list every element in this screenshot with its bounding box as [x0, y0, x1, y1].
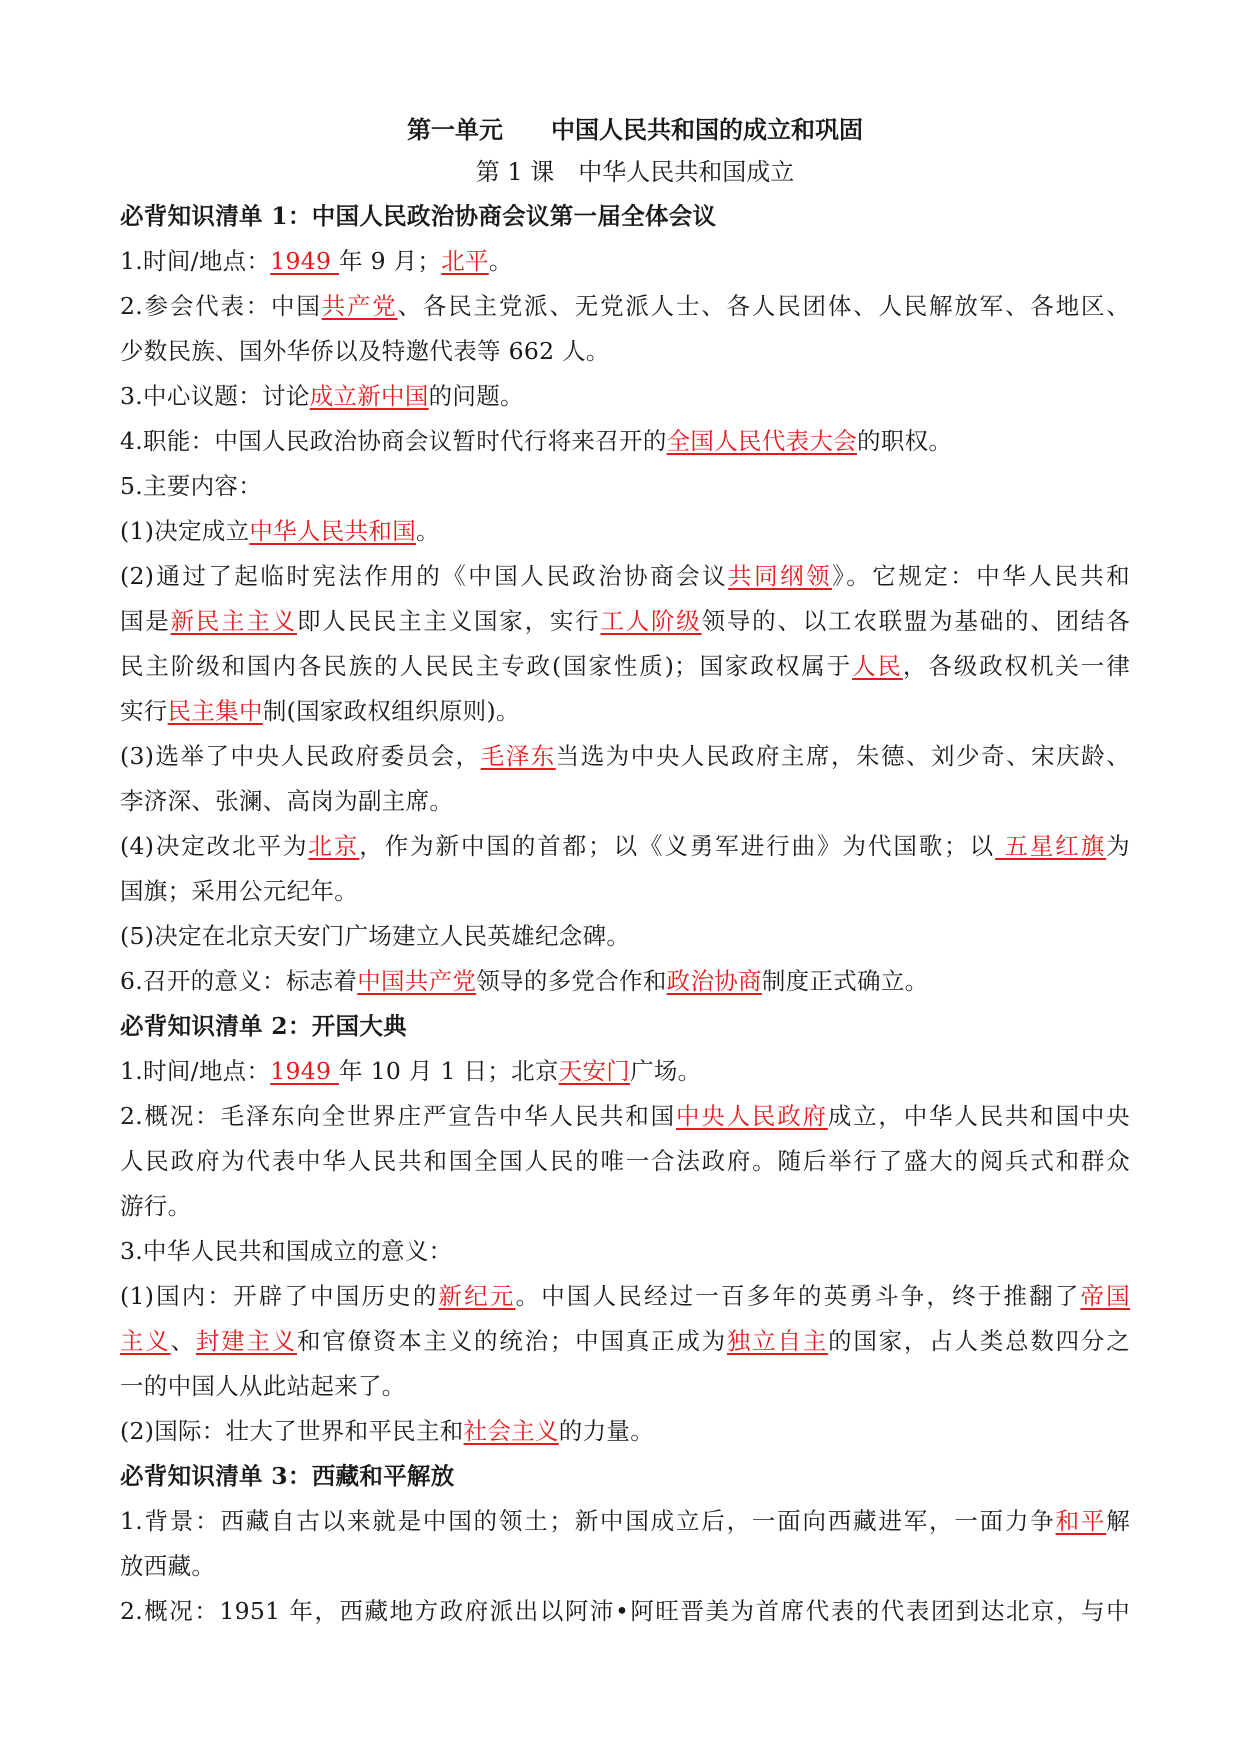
text-segment: 即人民民主主义国家，实行 [297, 607, 601, 635]
key-term: 新纪元 [438, 1282, 516, 1310]
key-term: 独立自主 [726, 1327, 829, 1355]
text-line [120, 914, 1130, 959]
text-segment: 当选为中央人民政府主席，朱德、刘少奇、宋庆龄、 [555, 742, 1130, 770]
text-segment: 必背知识清单 2：开国大典 [120, 1012, 407, 1040]
text-segment: 必背知识清单 1：中国人民政治协商会议第一届全体会议 [120, 202, 717, 230]
text-segment: 1.时间/地点： [120, 247, 271, 275]
text-segment: 6.召开的意义：标志着 [120, 967, 358, 995]
section-heading [120, 194, 1130, 239]
text-segment: 年 10 月 1 日；北京 [339, 1057, 559, 1085]
text-segment: 放西藏。 [120, 1552, 216, 1580]
text-segment: 游行。 [120, 1192, 192, 1220]
key-term: 北平 [441, 247, 489, 275]
text-segment: 的职权。 [857, 427, 953, 455]
document-body [120, 194, 1130, 1634]
text-segment: 的国家，占人类总数四分之 [828, 1327, 1131, 1355]
key-term: 民主集中 [167, 697, 263, 725]
text-segment: (5)决定在北京天安门广场建立人民英雄纪念碑。 [120, 922, 631, 950]
text-line [120, 1274, 1130, 1319]
key-term: 北京 [308, 832, 360, 860]
text-segment: 领导的多党合作和 [476, 967, 667, 995]
document-page [120, 110, 1130, 1634]
text-segment: 人民政府为代表中华人民共和国全国人民的唯一合法政府。随后举行了盛大的阅兵式和群众 [120, 1147, 1130, 1175]
key-term: 共同纲领 [728, 562, 833, 590]
text-segment: 必背知识清单 3：西藏和平解放 [120, 1462, 455, 1490]
key-term: 封建主义 [195, 1327, 298, 1355]
text-segment: (3)选举了中央人民政府委员会， [120, 742, 481, 770]
text-segment: 国是 [120, 607, 171, 635]
text-segment: 的问题。 [428, 382, 524, 410]
key-term: 成立新中国 [309, 382, 429, 410]
text-segment: (2)通过了起临时宪法作用的《中国人民政治协商会议 [120, 562, 729, 590]
text-segment: 3.中华人民共和国成立的意义： [120, 1237, 453, 1265]
text-segment: 和官僚资本主义的统治；中国真正成为 [297, 1327, 727, 1355]
text-line [120, 1364, 1130, 1409]
text-segment: 。 [416, 517, 440, 545]
unit-title: 第一单元 中国人民共和国的成立和巩固 [407, 115, 863, 144]
text-segment: 3.中心议题：讨论 [120, 382, 310, 410]
text-line [120, 554, 1130, 599]
text-line [120, 824, 1130, 869]
text-segment: (4)决定改北平为 [120, 832, 309, 860]
key-term: 共产党 [321, 292, 398, 320]
text-segment: 李济深、张澜、高岗为副主席。 [120, 787, 454, 815]
key-term: 新民主主义 [170, 607, 298, 635]
text-segment: 5.主要内容： [120, 472, 263, 500]
text-line [120, 1184, 1130, 1229]
key-term: 主义 [120, 1327, 171, 1355]
key-term: 全国人民代表大会 [666, 427, 858, 455]
text-line [120, 1589, 1130, 1634]
text-line [120, 509, 1130, 554]
text-segment: 国旗；采用公元纪年。 [120, 877, 358, 905]
text-segment: 4.职能：中国人民政治协商会议暂时代行将来召开的 [120, 427, 667, 455]
lesson-title: 第 1 课 中华人民共和国成立 [475, 158, 795, 186]
text-segment: 1.时间/地点： [120, 1057, 271, 1085]
text-line [120, 374, 1130, 419]
text-line [120, 689, 1130, 734]
key-term: 工人阶级 [600, 607, 702, 635]
text-line [120, 1409, 1130, 1454]
key-term: 政治协商 [666, 967, 762, 995]
text-segment: 制度正式确立。 [761, 967, 929, 995]
text-line [120, 959, 1130, 1004]
text-line [120, 284, 1130, 329]
key-term: 天安门 [558, 1057, 631, 1085]
text-line [120, 1319, 1130, 1364]
text-segment: 少数民族、国外华侨以及特邀代表等 662 人。 [120, 337, 610, 365]
text-segment: (1)国内：开辟了中国历史的 [120, 1282, 439, 1310]
text-line [120, 1139, 1130, 1184]
text-line [120, 1094, 1130, 1139]
text-line [120, 464, 1130, 509]
key-term: 五星红旗 [995, 832, 1107, 860]
key-term: 毛泽东 [480, 742, 556, 770]
text-segment: ，各级政权机关一律 [902, 652, 1130, 680]
key-term: 帝国 [1080, 1282, 1130, 1310]
text-segment: 年 9 月； [339, 247, 442, 275]
text-segment: 。 [488, 247, 513, 275]
text-line [120, 644, 1130, 689]
text-segment: 2.参会代表：中国 [120, 292, 322, 320]
text-segment: 解 [1106, 1507, 1130, 1535]
key-term: 1949 [270, 1057, 340, 1085]
text-segment: 。中国人民经过一百多年的英勇斗争，终于推翻了 [515, 1282, 1081, 1310]
text-line [120, 1049, 1130, 1094]
text-segment: 1.背景：西藏自古以来就是中国的领土；新中国成立后，一面向西藏进军，一面力争 [120, 1507, 1056, 1535]
text-line [120, 419, 1130, 464]
text-segment: 、 [170, 1327, 196, 1355]
key-term: 1949 [270, 247, 340, 275]
text-segment: 为 [1106, 832, 1130, 860]
text-line [120, 1544, 1130, 1589]
text-line [120, 734, 1130, 779]
text-segment: (1)决定成立 [120, 517, 250, 545]
key-term: 中央人民政府 [675, 1102, 828, 1130]
section-heading [120, 1454, 1130, 1499]
text-segment: 一的中国人从此站起来了。 [120, 1372, 406, 1400]
text-line [120, 239, 1130, 284]
text-segment: 广场。 [630, 1057, 702, 1085]
text-segment: 的力量。 [558, 1417, 654, 1445]
key-term: 中国共产党 [357, 967, 477, 995]
text-line [120, 1229, 1130, 1274]
key-term: 社会主义 [463, 1417, 559, 1445]
key-term: 人民 [852, 652, 903, 680]
text-segment: 实行 [120, 697, 168, 725]
text-segment: 制(国家政权组织原则)。 [262, 697, 520, 725]
text-segment: 》。它规定：中华人民共和 [832, 562, 1130, 590]
text-segment: 民主阶级和国内各民族的人民民主专政(国家性质)；国家政权属于 [120, 652, 853, 680]
text-segment: 2.概况：1951 年，西藏地方政府派出以阿沛•阿旺晋美为首席代表的代表团到达北京，与中 [120, 1597, 1130, 1625]
key-term: 和平 [1055, 1507, 1107, 1535]
text-segment: (2)国际：壮大了世界和平民主和 [120, 1417, 464, 1445]
text-line [120, 869, 1130, 914]
section-heading [120, 1004, 1130, 1049]
text-line [120, 1499, 1130, 1544]
text-segment: 2.概况：毛泽东向全世界庄严宣告中华人民共和国 [120, 1102, 676, 1130]
text-segment: 、各民主党派、无党派人士、各人民团体、人民解放军、各地区、 [397, 292, 1130, 320]
text-line [120, 779, 1130, 824]
text-line [120, 329, 1130, 374]
text-segment: 成立，中华人民共和国中央 [827, 1102, 1130, 1130]
key-term: 中华人民共和国 [249, 517, 416, 545]
text-segment: ，作为新中国的首都；以《义勇军进行曲》为代国歌；以 [359, 832, 996, 860]
text-line [120, 599, 1130, 644]
text-segment: 领导的、以工农联盟为基础的、团结各 [701, 607, 1130, 635]
